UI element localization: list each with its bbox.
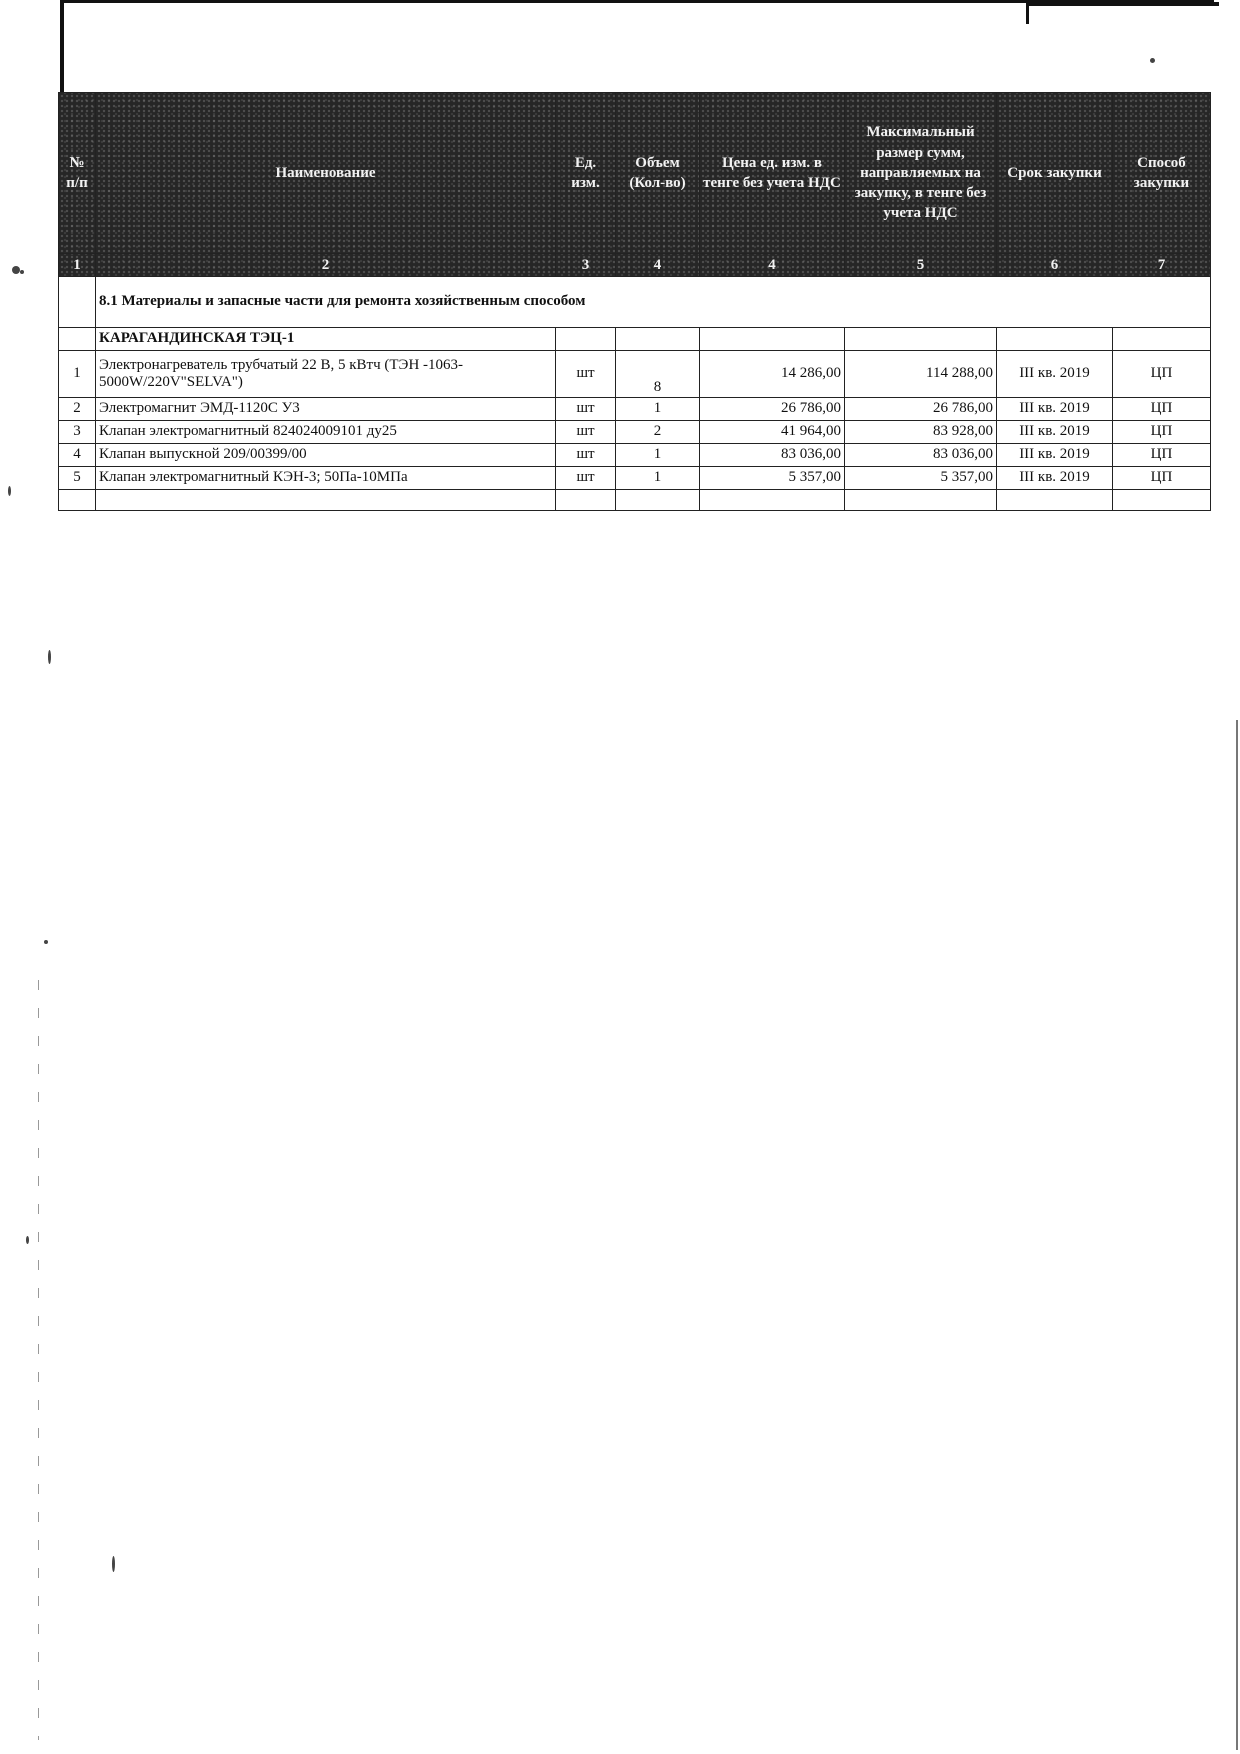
- col-number: 4: [700, 254, 845, 277]
- row-name: Клапан выпускной 209/00399/00: [96, 444, 556, 467]
- col-header-method: Способ закупки: [1113, 93, 1211, 254]
- row-method: ЦП: [1113, 351, 1211, 398]
- table-row: [59, 444, 1211, 467]
- scan-speck: [20, 270, 24, 274]
- row-num: 3: [59, 421, 96, 444]
- row-price: 83 036,00: [700, 444, 845, 467]
- scan-speck: [1150, 58, 1155, 63]
- row-unit: шт: [556, 351, 616, 398]
- procurement-table: [58, 92, 1211, 511]
- row-total: 83 928,00: [845, 421, 997, 444]
- row-unit: шт: [556, 421, 616, 444]
- scan-speck: [26, 1236, 29, 1244]
- row-num: 4: [59, 444, 96, 467]
- table-row: [59, 398, 1211, 421]
- empty-row: [59, 490, 1211, 511]
- row-term: III кв. 2019: [997, 467, 1113, 490]
- col-header-total: Максимальный размер сумм, направляемых на закупку, в тенге без учета НДС: [845, 93, 997, 254]
- row-total: 83 036,00: [845, 444, 997, 467]
- row-qty: 1: [616, 444, 700, 467]
- corner-frame-mark: [1026, 2, 1219, 24]
- col-number: 2: [96, 254, 556, 277]
- plant-name: КАРАГАНДИНСКАЯ ТЭЦ-1: [96, 328, 556, 351]
- col-header-unit: Ед. изм.: [556, 93, 616, 254]
- row-term: III кв. 2019: [997, 351, 1113, 398]
- row-price: 26 786,00: [700, 398, 845, 421]
- scan-speck: [48, 650, 51, 664]
- row-price: 14 286,00: [700, 351, 845, 398]
- row-method: ЦП: [1113, 421, 1211, 444]
- col-number: 5: [845, 254, 997, 277]
- col-number: 7: [1113, 254, 1211, 277]
- scan-speck: [8, 486, 11, 496]
- scan-edge-right: [1236, 720, 1238, 1750]
- scan-edge-left: [38, 980, 39, 1740]
- row-total: 114 288,00: [845, 351, 997, 398]
- column-number-row: [59, 254, 1211, 277]
- col-number: 3: [556, 254, 616, 277]
- col-number: 1: [59, 254, 96, 277]
- section-title: 8.1 Материалы и запасные части для ремонта хозяйственным способом: [96, 277, 1211, 328]
- col-number: 6: [997, 254, 1113, 277]
- row-unit: шт: [556, 444, 616, 467]
- row-term: III кв. 2019: [997, 398, 1113, 421]
- scan-speck: [112, 1556, 115, 1572]
- row-method: ЦП: [1113, 444, 1211, 467]
- row-unit: шт: [556, 467, 616, 490]
- col-header-price: Цена ед. изм. в тенге без учета НДС: [700, 93, 845, 254]
- row-unit: шт: [556, 398, 616, 421]
- section-row: [59, 277, 1211, 328]
- row-term: III кв. 2019: [997, 421, 1113, 444]
- table-row: [59, 351, 1211, 398]
- col-header-num: № п/п: [59, 93, 96, 254]
- row-num: 2: [59, 398, 96, 421]
- row-qty: 1: [616, 467, 700, 490]
- scan-speck: [44, 940, 48, 944]
- row-name: Клапан электромагнитный 824024009101 ду25: [96, 421, 556, 444]
- row-total: 5 357,00: [845, 467, 997, 490]
- row-method: ЦП: [1113, 398, 1211, 421]
- row-qty: 2: [616, 421, 700, 444]
- section-empty-cell: [59, 277, 96, 328]
- scan-speck: [12, 266, 20, 274]
- row-name: Электронагреватель трубчатый 22 В, 5 кВтч (ТЭН -1063-5000W/220V"SELVA"): [96, 351, 556, 398]
- col-header-term: Срок закупки: [997, 93, 1113, 254]
- row-name: Электромагнит ЭМД-1120С У3: [96, 398, 556, 421]
- row-name: Клапан электромагнитный КЭН-3; 50Па-10МПа: [96, 467, 556, 490]
- row-price: 41 964,00: [700, 421, 845, 444]
- row-qty: 1: [616, 398, 700, 421]
- col-header-qty: Объем (Кол-во): [616, 93, 700, 254]
- col-number: 4: [616, 254, 700, 277]
- row-term: III кв. 2019: [997, 444, 1113, 467]
- row-price: 5 357,00: [700, 467, 845, 490]
- row-qty: 8: [616, 351, 700, 398]
- row-num: 1: [59, 351, 96, 398]
- table-row: [59, 421, 1211, 444]
- row-method: ЦП: [1113, 467, 1211, 490]
- plant-row: [59, 328, 1211, 351]
- table-row: [59, 467, 1211, 490]
- row-total: 26 786,00: [845, 398, 997, 421]
- col-header-name: Наименование: [96, 93, 556, 254]
- row-num: 5: [59, 467, 96, 490]
- plant-empty-cell: [59, 328, 96, 351]
- header-row: [59, 93, 1211, 254]
